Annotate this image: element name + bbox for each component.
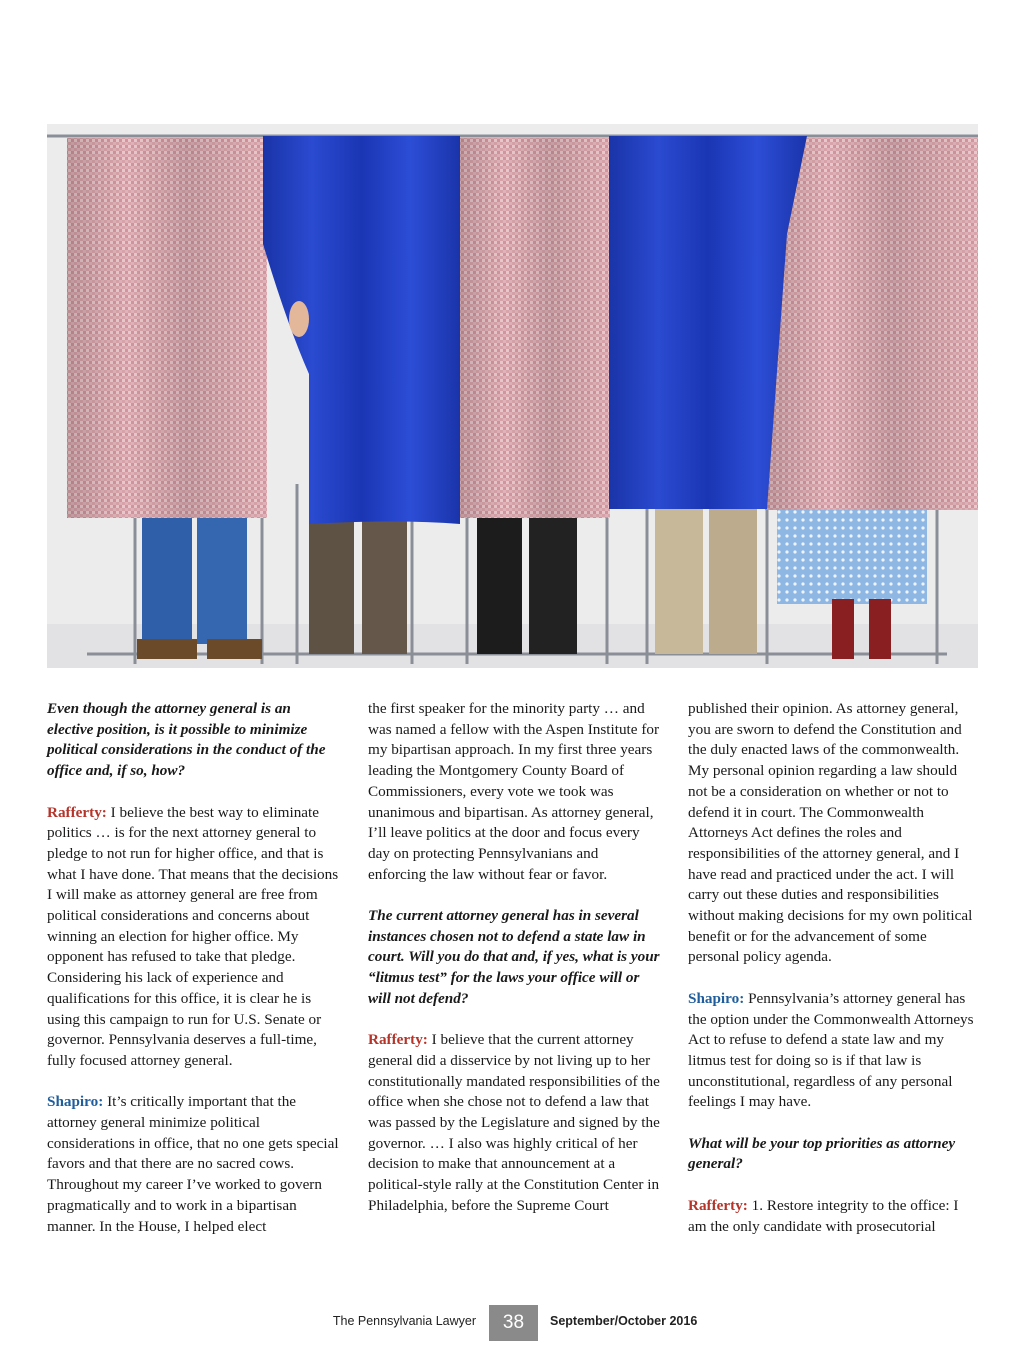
publication-name: The Pennsylvania Lawyer — [332, 1314, 476, 1328]
issue-date: September/October 2016 — [550, 1314, 698, 1328]
speaker-label: Rafferty: — [688, 1196, 748, 1214]
page-footer — [0, 1305, 1024, 1341]
answer-text: I believe that the current attorney general did a disservice by not living up to her constitutionally mandated responsibilities of the office when she chose not to defend a law that was passed by the Legislature and signed by the governor. … I also was highly critical of her decision to make that announcement at a political-style rally at the Constitution Center in Philadelphia, before the Supreme Court — [368, 1031, 660, 1214]
answer-text: It’s critically important that the attorney general minimize political considerations in office, that no one gets special favors and that there are no sacred cows. Throughout my career I’ve worked to govern pragmatically and to work in a bipartisan manner. In the House, I helped elect — [47, 1093, 339, 1235]
speaker-label: Shapiro: — [688, 989, 745, 1007]
answer-shapiro-1 — [47, 1092, 339, 1237]
question-1: Even though the attorney general is an elective position, is it possible to minimize political considerations in the conduct of the office and, if so, how? — [47, 700, 326, 780]
speaker-label: Rafferty: — [47, 803, 107, 821]
answer-text: 1. Restore integrity to the office: I am the only candidate with prosecutorial — [688, 1196, 959, 1235]
column-1 — [47, 699, 339, 1258]
answer-continuation: published their opinion. As attorney general, you are sworn to defend the Constitution and the duly enacted laws of the commonwealth. My personal opinion regarding a law should not be a consideration on whether or not to defend it in court. The Commonwealth Attorneys Act defines the roles and responsibilities of the attorney general, and I have read and practiced under the act. I will carry out these duties and responsibilities without making decisions for my own political benefit or for the advancement of some personal policy agenda. — [688, 700, 973, 966]
answer-rafferty-1 — [47, 803, 339, 1072]
question-3: What will be your top priorities as attorney general? — [688, 1134, 956, 1173]
speaker-label: Shapiro: — [47, 1093, 104, 1111]
question-2: The current attorney general has in several instances chosen not to defend a state law in court. Will you do that and, if yes, what is your “litmus test” for the laws your office will or will not defend? — [368, 907, 660, 1007]
answer-rafferty-3 — [688, 1196, 980, 1237]
voting-booths-photo — [47, 124, 978, 668]
column-3 — [688, 699, 980, 1258]
speaker-label: Rafferty: — [368, 1031, 428, 1049]
answer-shapiro-2 — [688, 989, 980, 1113]
answer-text: I believe the best way to eliminate politics … is for the next attorney general to pledge to not run for higher office, and that is what I have done. That means that the decisions I will make as attorney general are free from political considerations and concerns about winning an election for higher office. My opponent has refused to take that pledge. Considering his lack of experience and qualifications for this office, it is clear he is using this campaign to run for U.S. Senate or governor. Pennsylvania deserves a full-time, fully focused attorney general. — [47, 803, 339, 1069]
answer-text: Pennsylvania’s attorney general has the option under the Commonwealth Attorneys Act to refuse to defend a state law and my litmus test for doing so is if that law is unconstitutional, regardless of any personal feelings I may have. — [688, 989, 974, 1111]
column-2 — [368, 699, 660, 1237]
answer-rafferty-2 — [368, 1030, 660, 1216]
page-number: 38 — [489, 1305, 538, 1341]
answer-continuation: the first speaker for the minority party … and was named a fellow with the Aspen Institute for my bipartisan approach. In my first three years leading the Montgomery County Board of Commissioners, every vote we took was unanimous and bipartisan. As attorney general, I’ll leave politics at the door and focus every day on protecting Pennsylvanians and enforcing the law without fear or favor. — [368, 700, 660, 883]
